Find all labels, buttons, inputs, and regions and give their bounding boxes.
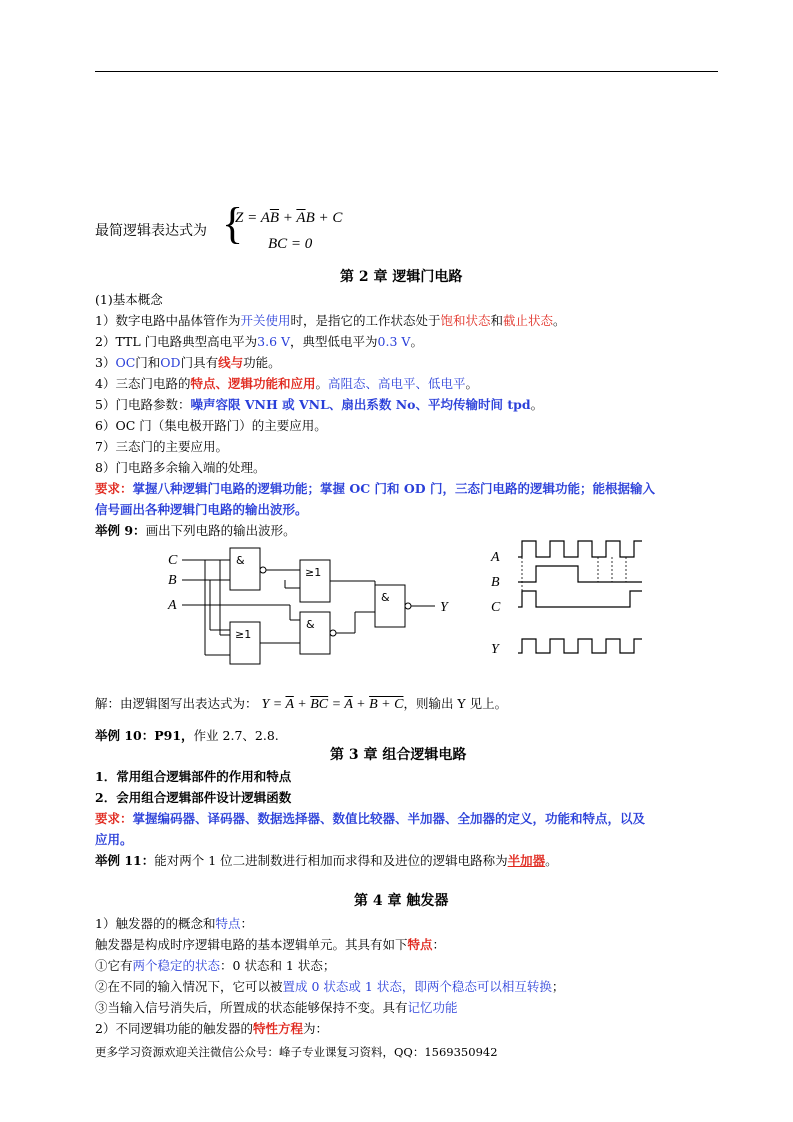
ch2-line4: 4）三态门电路的特点、逻辑功能和应用。高阻态、高电平、低电平。 [95, 376, 479, 391]
waveform-diagram [488, 535, 648, 665]
ch4-line5: ③当输入信号消失后，所置成的状态能够保持不变。具有记忆功能 [95, 1000, 458, 1015]
expr-line2: BC = 0 [268, 236, 313, 252]
wave-a-label: A [491, 550, 500, 565]
ch4-line6: 2）不同逻辑功能的触发器的特性方程为： [95, 1021, 328, 1036]
gate3-symbol: ≥1 [235, 628, 252, 641]
gate5-symbol: & [381, 591, 390, 604]
ch4-line4: ②在不同的输入情况下，它可以被置成 0 状态或 1 状态，即两个稳态可以相互转换； [95, 979, 565, 994]
input-a-label: A [168, 598, 177, 613]
example10: 举例 10：P91，作业 2.7、2.8. [95, 728, 279, 743]
ch2-requirement-2: 信号画出各种逻辑门电路的输出波形。 [95, 502, 308, 517]
ch2-line3: 3）OC门和OD门具有线与功能。 [95, 355, 281, 370]
wave-b-label: B [491, 575, 500, 590]
ch2-line5: 5）门电路参数：噪声容限 VNH 或 VNL、扇出系数 No、平均传输时间 tpd。 [95, 397, 544, 412]
example11: 举例 11：能对两个 1 位二进制数进行相加而求得和及进位的逻辑电路称为半加器。 [95, 853, 558, 868]
page-footer: 更多学习资源欢迎关注微信公众号：峰子专业课复习资料，QQ：1569350942 [95, 1045, 498, 1059]
output-y-label: Y [440, 600, 448, 615]
gate2-symbol: ≥1 [305, 566, 322, 579]
logic-circuit-diagram [160, 540, 460, 670]
chapter3-title: 第 3 章 组合逻辑电路 [330, 747, 467, 763]
expr-intro: 最简逻辑表达式为 [95, 223, 207, 239]
ch2-line6: 6）OC 门（集电极开路门）的主要应用。 [95, 418, 327, 433]
solution-line: 解：由逻辑图写出表达式为： $Y = \overline{A} + \overline{BC} = \overline{A} + B + C$，则输出 Y 见上。 [95, 696, 508, 712]
ch3-point2: 2．会用组合逻辑部件设计逻辑函数 [95, 790, 292, 805]
gate4-symbol: & [306, 618, 315, 631]
ch3-requirement-1: 要求：掌握编码器、译码器、数据选择器、数值比较器、半加器、全加器的定义，功能和特点，以及 [95, 811, 646, 826]
ch4-line1: 1）触发器的的概念和特点： [95, 916, 253, 931]
expr-brace: { [222, 199, 244, 248]
wave-y-label: Y [491, 642, 499, 657]
input-b-label: B [168, 573, 177, 588]
ch3-requirement-2: 应用。 [95, 832, 133, 847]
ch2-line1: 1）数字电路中晶体管作为开关使用时，是指它的工作状态处于饱和状态和截止状态。 [95, 313, 566, 328]
input-c-label: C [168, 553, 178, 568]
ch4-line2: 触发器是构成时序逻辑电路的基本逻辑单元。其具有如下特点： [95, 937, 446, 952]
solution-expression: $Y = \overline{A} + \overline{BC} = \overline{A} + B + C$ [261, 697, 404, 712]
chapter2-title: 第 2 章 逻辑门电路 [340, 269, 463, 285]
ch2-line2: 2）TTL 门电路典型高电平为3.6 V，典型低电平为0.3 V。 [95, 334, 423, 349]
expr-line1: $Z = A\overline{B} + \overline{A}B + C$ [235, 210, 343, 226]
ch4-line3: ①它有两个稳定的状态：0 状态和 1 状态； [95, 958, 336, 973]
ch2-line7: 7）三态门的主要应用。 [95, 439, 228, 454]
header-rule [95, 71, 718, 72]
ch2-line8: 8）门电路多余输入端的处理。 [95, 460, 266, 475]
wave-c-label: C [491, 600, 501, 615]
ch3-point1: 1．常用组合逻辑部件的作用和特点 [95, 769, 292, 784]
ch2-line0: (1)基本概念 [95, 292, 163, 307]
ch2-requirement-1: 要求：掌握八种逻辑门电路的逻辑功能；掌握 OC 门和 OD 门，三态门电路的逻辑功能；能根据输入 [95, 481, 655, 496]
gate1-symbol: & [236, 554, 245, 567]
chapter4-title: 第 4 章 触发器 [354, 893, 449, 909]
example9: 举例 9：画出下列电路的输出波形。 [95, 523, 296, 538]
